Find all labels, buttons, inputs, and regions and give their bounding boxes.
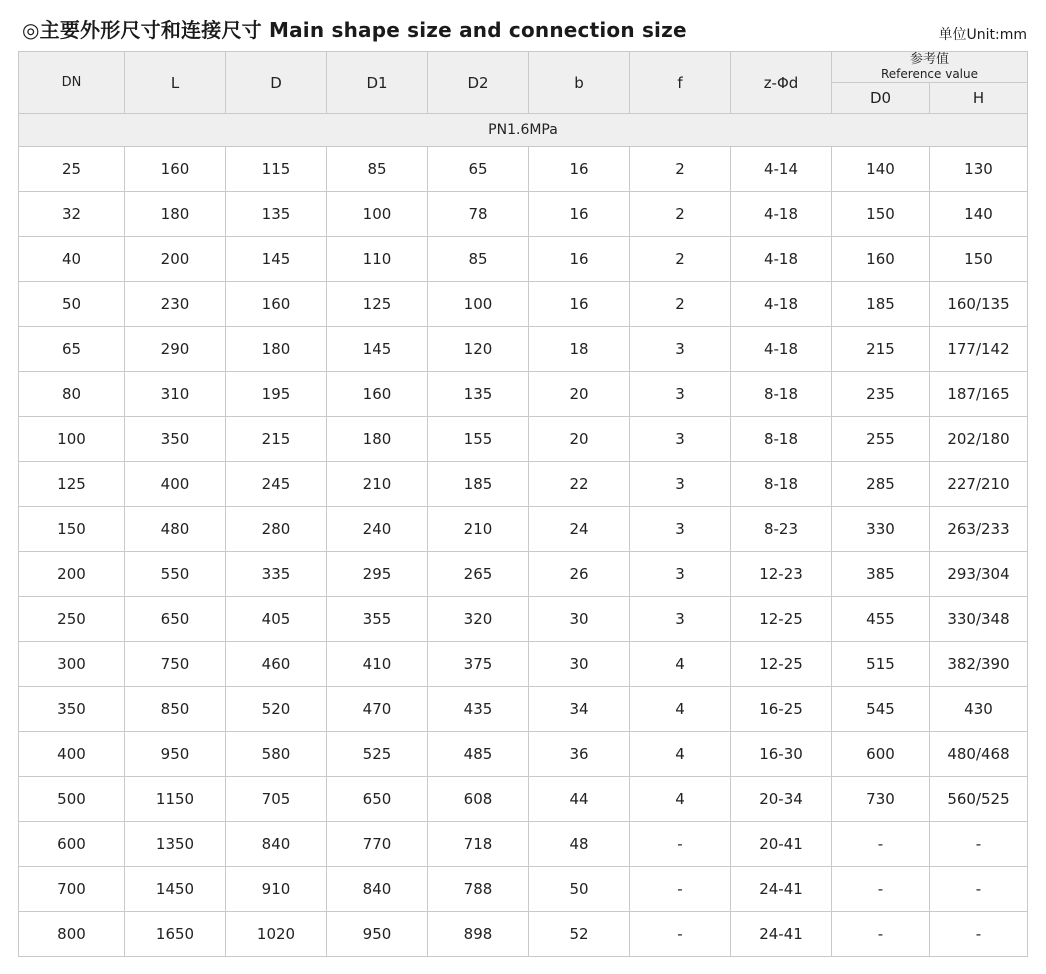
table-cell: 36 <box>529 732 630 777</box>
table-cell: - <box>930 912 1028 957</box>
table-cell: 545 <box>832 687 930 732</box>
table-cell: 187/165 <box>930 372 1028 417</box>
table-cell: 22 <box>529 462 630 507</box>
table-cell: - <box>630 822 731 867</box>
table-cell: 293/304 <box>930 552 1028 597</box>
table-row <box>19 417 1028 462</box>
table-cell: 177/142 <box>930 327 1028 372</box>
table-cell: 385 <box>832 552 930 597</box>
table-cell: 480/468 <box>930 732 1028 777</box>
table-cell: 16 <box>529 237 630 282</box>
table-cell: 12-25 <box>731 642 832 687</box>
table-cell: 3 <box>630 462 731 507</box>
table-cell: 770 <box>327 822 428 867</box>
table-cell: 2 <box>630 237 731 282</box>
table-cell: 788 <box>428 867 529 912</box>
table-cell: 4 <box>630 732 731 777</box>
table-cell: 3 <box>630 507 731 552</box>
table-cell: 608 <box>428 777 529 822</box>
table-cell: 515 <box>832 642 930 687</box>
table-cell: 650 <box>125 597 226 642</box>
header-d1: D1 <box>327 52 428 114</box>
table-row <box>19 867 1028 912</box>
table-row <box>19 597 1028 642</box>
table-cell: 200 <box>125 237 226 282</box>
table-cell: 355 <box>327 597 428 642</box>
table-cell: 40 <box>19 237 125 282</box>
table-cell: 48 <box>529 822 630 867</box>
table-cell: - <box>630 912 731 957</box>
table-cell: 520 <box>226 687 327 732</box>
unit-label: 单位Unit:mm <box>938 27 1027 43</box>
table-cell: 16-30 <box>731 732 832 777</box>
table-cell: 4-18 <box>731 192 832 237</box>
table-cell: 898 <box>428 912 529 957</box>
header-d2: D2 <box>428 52 529 114</box>
table-cell: 195 <box>226 372 327 417</box>
table-cell: 210 <box>327 462 428 507</box>
table-cell: 850 <box>125 687 226 732</box>
table-row <box>19 282 1028 327</box>
table-cell: 375 <box>428 642 529 687</box>
table-cell: 115 <box>226 147 327 192</box>
table-cell: 85 <box>428 237 529 282</box>
table-cell: 200 <box>19 552 125 597</box>
table-cell: 280 <box>226 507 327 552</box>
table-cell: 12-23 <box>731 552 832 597</box>
table-cell: 125 <box>19 462 125 507</box>
table-cell: 24-41 <box>731 867 832 912</box>
table-cell: 460 <box>226 642 327 687</box>
table-cell: 382/390 <box>930 642 1028 687</box>
table-cell: 525 <box>327 732 428 777</box>
table-cell: 430 <box>930 687 1028 732</box>
header-d0: D0 <box>832 83 930 114</box>
table-cell: 145 <box>226 237 327 282</box>
table-cell: 180 <box>327 417 428 462</box>
table-cell: 130 <box>930 147 1028 192</box>
table-cell: 580 <box>226 732 327 777</box>
table-cell: - <box>832 867 930 912</box>
table-cell: 20-41 <box>731 822 832 867</box>
table-cell: 202/180 <box>930 417 1028 462</box>
table-cell: 30 <box>529 642 630 687</box>
header-l: L <box>125 52 226 114</box>
table-cell: 295 <box>327 552 428 597</box>
table-cell: 840 <box>226 822 327 867</box>
table-cell: 4 <box>630 777 731 822</box>
table-cell: 140 <box>930 192 1028 237</box>
table-cell: 705 <box>226 777 327 822</box>
dimension-table <box>18 51 1028 957</box>
table-cell: 180 <box>125 192 226 237</box>
table-row <box>19 777 1028 822</box>
table-cell: 160 <box>832 237 930 282</box>
table-cell: 480 <box>125 507 226 552</box>
table-cell: - <box>832 822 930 867</box>
header-h: H <box>930 83 1028 114</box>
table-cell: 20-34 <box>731 777 832 822</box>
table-cell: 400 <box>19 732 125 777</box>
table-cell: 65 <box>19 327 125 372</box>
table-cell: 470 <box>327 687 428 732</box>
table-cell: 50 <box>529 867 630 912</box>
page-title: ◎主要外形尺寸和连接尺寸 Main shape size and connection size <box>22 18 687 42</box>
header-d: D <box>226 52 327 114</box>
table-row <box>19 327 1028 372</box>
table-cell: 800 <box>19 912 125 957</box>
table-cell: 1150 <box>125 777 226 822</box>
table-cell: 16 <box>529 282 630 327</box>
table-cell: 80 <box>19 372 125 417</box>
table-cell: 250 <box>19 597 125 642</box>
table-cell: 8-23 <box>731 507 832 552</box>
table-cell: 4-18 <box>731 282 832 327</box>
table-cell: 1650 <box>125 912 226 957</box>
table-cell: 330 <box>832 507 930 552</box>
header-f: f <box>630 52 731 114</box>
table-cell: 435 <box>428 687 529 732</box>
table-cell: 34 <box>529 687 630 732</box>
table-cell: 20 <box>529 372 630 417</box>
table-cell: 2 <box>630 192 731 237</box>
table-row <box>19 372 1028 417</box>
table-cell: 2 <box>630 147 731 192</box>
table-cell: 290 <box>125 327 226 372</box>
table-cell: 78 <box>428 192 529 237</box>
table-cell: 150 <box>832 192 930 237</box>
table-cell: 240 <box>327 507 428 552</box>
table-cell: 125 <box>327 282 428 327</box>
table-row <box>19 642 1028 687</box>
table-cell: 255 <box>832 417 930 462</box>
table-cell: 1450 <box>125 867 226 912</box>
table-row <box>19 552 1028 597</box>
table-cell: 44 <box>529 777 630 822</box>
table-cell: 410 <box>327 642 428 687</box>
table-cell: 910 <box>226 867 327 912</box>
table-cell: 160 <box>226 282 327 327</box>
pressure-group-label: PN1.6MPa <box>19 114 1028 147</box>
table-cell: 150 <box>930 237 1028 282</box>
table-cell: 24-41 <box>731 912 832 957</box>
table-cell: 26 <box>529 552 630 597</box>
table-cell: 560/525 <box>930 777 1028 822</box>
table-cell: 215 <box>832 327 930 372</box>
table-cell: 100 <box>327 192 428 237</box>
table-cell: 263/233 <box>930 507 1028 552</box>
table-cell: 160/135 <box>930 282 1028 327</box>
table-cell: 135 <box>226 192 327 237</box>
table-cell: 320 <box>428 597 529 642</box>
table-row <box>19 462 1028 507</box>
table-cell: - <box>630 867 731 912</box>
table-cell: 485 <box>428 732 529 777</box>
table-cell: 235 <box>832 372 930 417</box>
table-cell: 840 <box>327 867 428 912</box>
table-cell: 52 <box>529 912 630 957</box>
table-cell: 350 <box>125 417 226 462</box>
table-cell: 16-25 <box>731 687 832 732</box>
table-cell: 4-18 <box>731 237 832 282</box>
table-cell: 405 <box>226 597 327 642</box>
table-cell: 18 <box>529 327 630 372</box>
table-row <box>19 192 1028 237</box>
table-cell: 650 <box>327 777 428 822</box>
table-cell: 310 <box>125 372 226 417</box>
table-cell: 227/210 <box>930 462 1028 507</box>
table-cell: 3 <box>630 372 731 417</box>
table-cell: 8-18 <box>731 462 832 507</box>
table-cell: 4 <box>630 642 731 687</box>
table-cell: 185 <box>832 282 930 327</box>
table-cell: 300 <box>19 642 125 687</box>
table-cell: 155 <box>428 417 529 462</box>
table-cell: 180 <box>226 327 327 372</box>
table-cell: 265 <box>428 552 529 597</box>
table-cell: 700 <box>19 867 125 912</box>
table-cell: 3 <box>630 417 731 462</box>
table-cell: 100 <box>428 282 529 327</box>
table-cell: 145 <box>327 327 428 372</box>
table-cell: 120 <box>428 327 529 372</box>
table-cell: 100 <box>19 417 125 462</box>
table-cell: 150 <box>19 507 125 552</box>
table-cell: 500 <box>19 777 125 822</box>
header-z-phi-d: z-Φd <box>731 52 832 114</box>
table-cell: - <box>930 822 1028 867</box>
table-cell: 550 <box>125 552 226 597</box>
table-row <box>19 237 1028 282</box>
table-cell: 2 <box>630 282 731 327</box>
table-cell: 12-25 <box>731 597 832 642</box>
table-cell: 65 <box>428 147 529 192</box>
table-cell: 110 <box>327 237 428 282</box>
table-cell: 750 <box>125 642 226 687</box>
table-cell: 950 <box>125 732 226 777</box>
table-cell: 32 <box>19 192 125 237</box>
table-row <box>19 687 1028 732</box>
reference-value-en: Reference value <box>880 67 979 81</box>
table-cell: - <box>930 867 1028 912</box>
table-cell: 24 <box>529 507 630 552</box>
table-cell: 285 <box>832 462 930 507</box>
table-cell: 16 <box>529 147 630 192</box>
table-cell: 350 <box>19 687 125 732</box>
table-cell: 25 <box>19 147 125 192</box>
table-cell: 215 <box>226 417 327 462</box>
table-cell: 718 <box>428 822 529 867</box>
header-dn: DN <box>19 52 125 114</box>
table-cell: 730 <box>832 777 930 822</box>
table-cell: 1020 <box>226 912 327 957</box>
table-cell: 160 <box>125 147 226 192</box>
table-row <box>19 507 1028 552</box>
table-cell: 135 <box>428 372 529 417</box>
table-cell: 600 <box>19 822 125 867</box>
header-b: b <box>529 52 630 114</box>
table-cell: 950 <box>327 912 428 957</box>
table-cell: 210 <box>428 507 529 552</box>
table-cell: 330/348 <box>930 597 1028 642</box>
reference-value-zh: 参考值 <box>909 52 949 67</box>
table-cell: 20 <box>529 417 630 462</box>
table-row <box>19 912 1028 957</box>
table-cell: 335 <box>226 552 327 597</box>
table-cell: 3 <box>630 327 731 372</box>
table-cell: 3 <box>630 552 731 597</box>
table-cell: 8-18 <box>731 417 832 462</box>
table-cell: 600 <box>832 732 930 777</box>
table-cell: 16 <box>529 192 630 237</box>
table-row <box>19 147 1028 192</box>
table-cell: 400 <box>125 462 226 507</box>
table-cell: 4-14 <box>731 147 832 192</box>
header-reference-value <box>832 52 1028 83</box>
table-cell: - <box>832 912 930 957</box>
table-cell: 8-18 <box>731 372 832 417</box>
table-row <box>19 822 1028 867</box>
table-cell: 30 <box>529 597 630 642</box>
table-cell: 85 <box>327 147 428 192</box>
table-cell: 3 <box>630 597 731 642</box>
table-cell: 160 <box>327 372 428 417</box>
table-cell: 245 <box>226 462 327 507</box>
table-cell: 4-18 <box>731 327 832 372</box>
table-cell: 1350 <box>125 822 226 867</box>
table-cell: 185 <box>428 462 529 507</box>
table-cell: 50 <box>19 282 125 327</box>
table-cell: 140 <box>832 147 930 192</box>
table-cell: 230 <box>125 282 226 327</box>
table-cell: 455 <box>832 597 930 642</box>
table-cell: 4 <box>630 687 731 732</box>
table-row <box>19 732 1028 777</box>
